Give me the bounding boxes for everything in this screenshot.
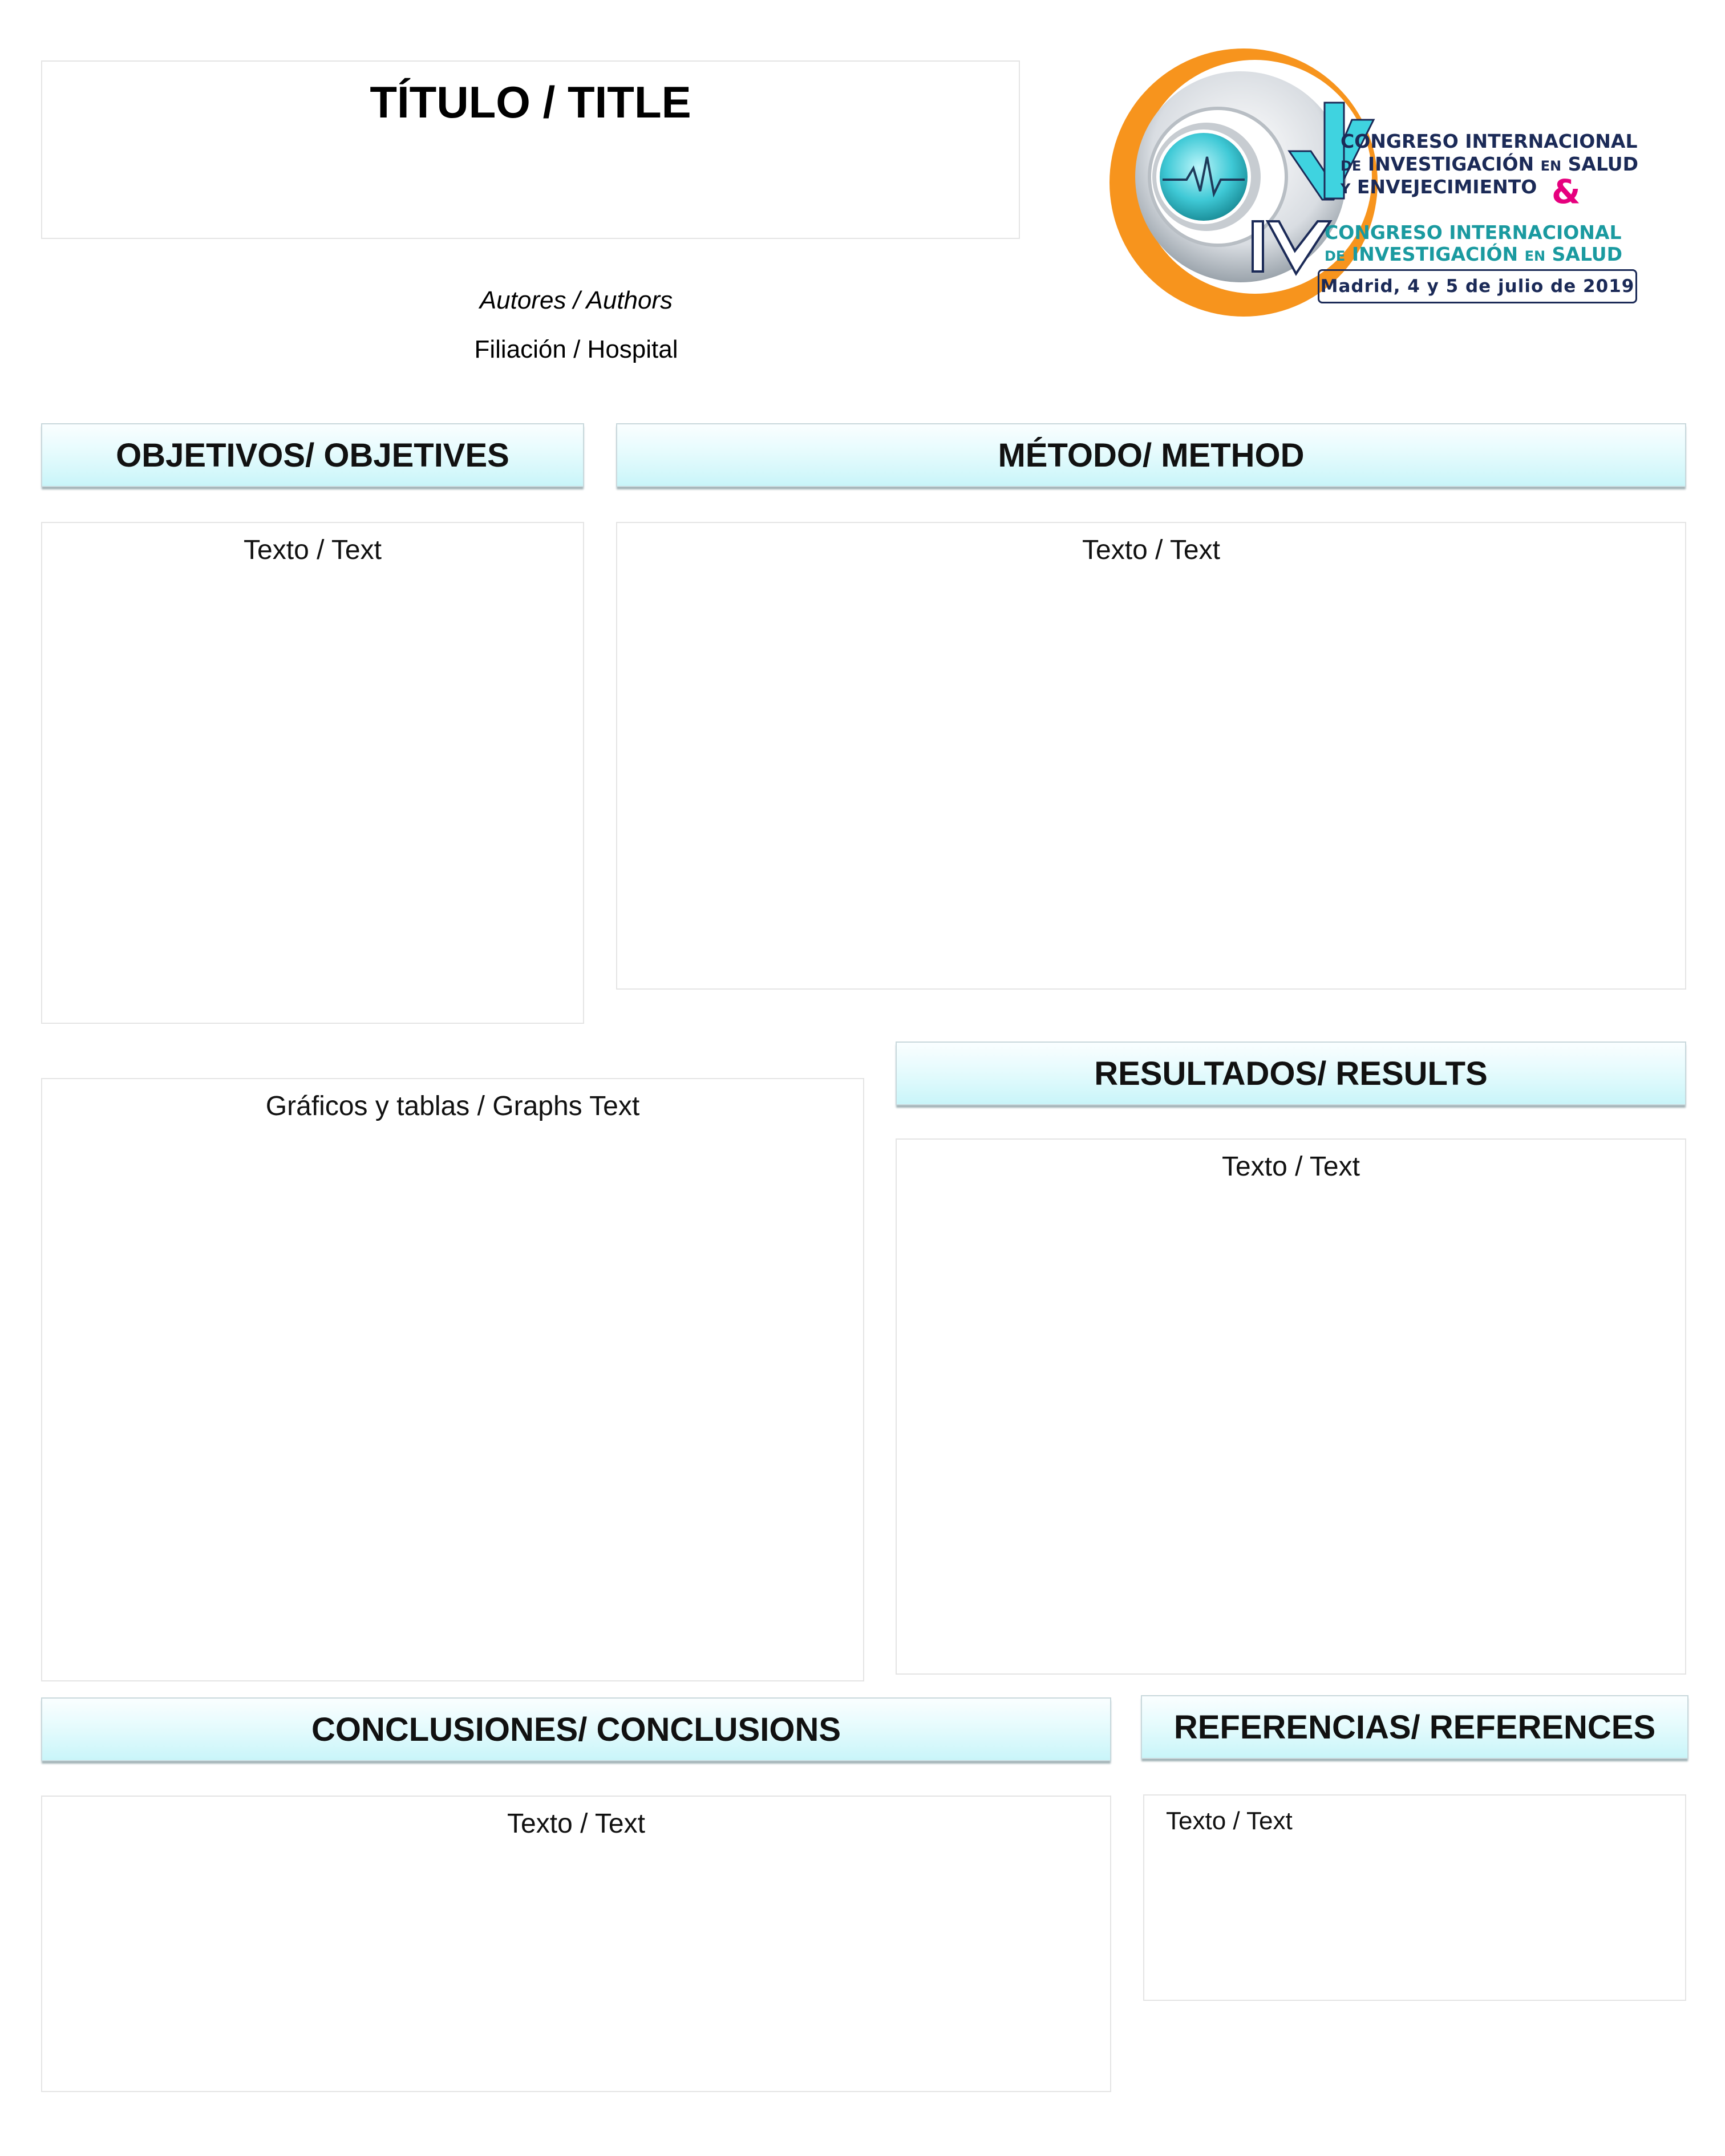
conclusions-text: Texto / Text [507,1809,645,1839]
ampersand: & [1552,172,1581,211]
graphs-text: Gráficos y tablas / Graphs Text [265,1091,640,1121]
congress2-line1: CONGRESO INTERNACIONAL [1325,221,1622,244]
method-box [616,522,1686,990]
references-box [1143,1794,1686,2001]
graphs-box [41,1078,864,1681]
conclusions-heading: CONCLUSIONES/ CONCLUSIONS [41,1697,1111,1761]
poster-title: TÍTULO / TITLE [370,77,691,127]
method-text: Texto / Text [1082,535,1220,565]
congress-logo [1101,40,1649,325]
results-heading: RESULTADOS/ RESULTS [896,1041,1686,1105]
objectives-box [41,522,584,1024]
method-heading: MÉTODO/ METHOD [616,423,1686,487]
references-heading: REFERENCIAS/ REFERENCES [1141,1695,1688,1759]
title-box [41,60,1020,239]
congress-date: Madrid, 4 y 5 de julio de 2019 [1318,269,1637,303]
affiliation: Filiación / Hospital [474,335,678,363]
congress1-line2: DE INVESTIGACIÓN EN SALUD [1341,153,1638,175]
references-text: Texto / Text [1166,1807,1293,1835]
objectives-heading: OBJETIVOS/ OBJETIVES [41,423,584,487]
results-box [896,1138,1686,1675]
conclusions-box [41,1796,1111,2092]
congress1-line3: Y ENVEJECIMIENTO [1341,176,1537,198]
objectives-text: Texto / Text [244,535,382,565]
authors: Autores / Authors [479,286,673,314]
congress2-line2: DE INVESTIGACIÓN EN SALUD [1325,243,1622,265]
results-text: Texto / Text [1222,1152,1360,1182]
congress1-line1: CONGRESO INTERNACIONAL [1341,130,1638,152]
